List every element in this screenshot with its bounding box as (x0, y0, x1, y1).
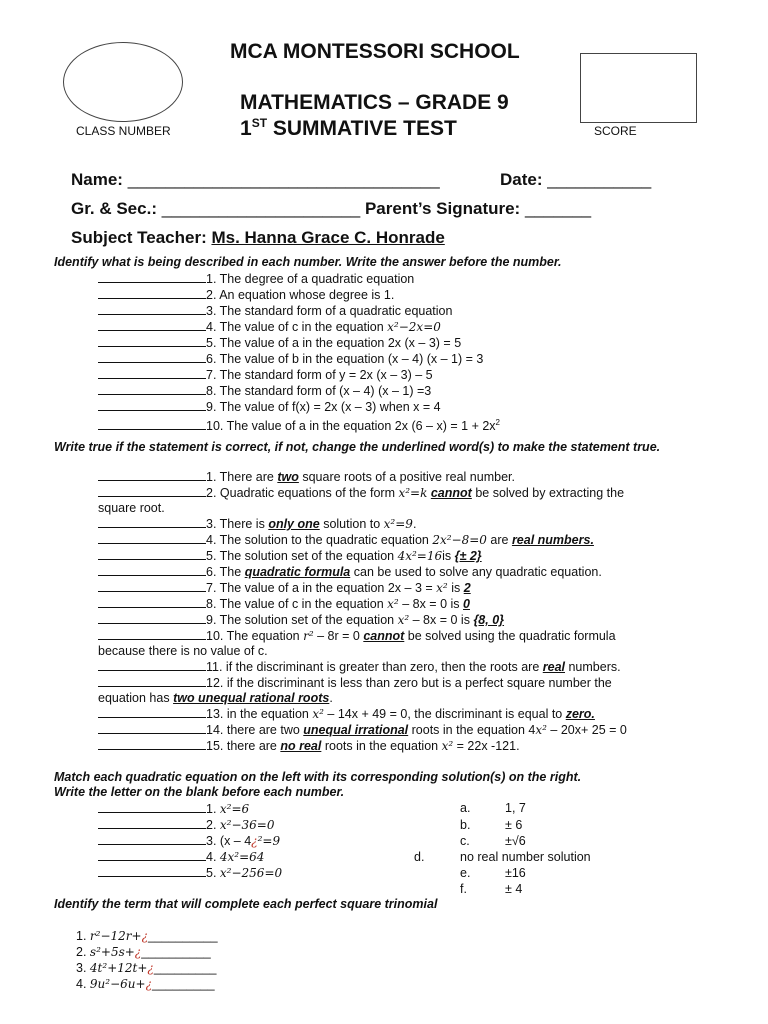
section1-list (98, 271, 500, 434)
match-option: f. (460, 882, 467, 896)
list-item: 9. The solution set of the equation x² – 8x = 0 is {8, 0} (98, 612, 718, 628)
list-item: 13. in the equation x² – 14x + 49 = 0, the discriminant is equal to zero. (98, 706, 718, 722)
list-item: 1. There are two square roots of a positive real number. (98, 469, 718, 485)
list-item: 1. x²=6 (98, 801, 282, 817)
list-item: 4. The solution to the quadratic equation 2x²−8=0 are real numbers. (98, 532, 718, 548)
list-item: 9. The value of f(x) = 2x (x – 3) when x = 4 (98, 399, 500, 415)
match-option: a. (460, 801, 471, 815)
list-item: 7. The value of a in the equation 2x – 3 = x² is 2 (98, 580, 718, 596)
list-item: 6. The value of b in the equation (x – 4) (x – 1) = 3 (98, 351, 500, 367)
list-item: 4. The value of c in the equation x²−2x=0 (98, 319, 500, 335)
list-item-continuation: because there is no value of c. (98, 644, 268, 658)
list-item: 3. The standard form of a quadratic equation (98, 303, 500, 319)
section3-instruction-1: Match each quadratic equation on the left with its corresponding solution(s) on the right. (54, 770, 582, 784)
list-item: 10. The equation r² – 8r = 0 cannot be solved using the quadratic formula (98, 628, 718, 644)
match-value: no real number solution (460, 850, 591, 864)
list-item: 12. if the discriminant is less than zero but is a perfect square number the (98, 675, 718, 691)
list-item: 11. if the discriminant is greater than zero, then the roots are real numbers. (98, 659, 718, 675)
list-item: 2. x²−36=0 (98, 817, 282, 833)
list-item: 15. there are no real roots in the equation x² = 22x -121. (98, 738, 718, 754)
score-box (580, 53, 697, 123)
match-option: c. (460, 834, 470, 848)
match-value: ± 4 (505, 882, 523, 896)
date-line: Date: ___________ (500, 170, 652, 189)
section3-instruction-2: Write the letter on the blank before each number. (54, 785, 345, 799)
list-item-continuation: square root. (98, 501, 165, 515)
list-item: 5. x²−256=0 (98, 865, 282, 881)
subject-teacher-line: Subject Teacher: Ms. Hanna Grace C. Honrade (71, 228, 445, 247)
grade-section-line: Gr. & Sec.: _____________________ Parent’s Signature: _______ (71, 199, 592, 218)
match-option: e. (460, 866, 471, 880)
section4-instruction: Identify the term that will complete each perfect square trinomial (54, 897, 438, 911)
test-title: 1ST SUMMATIVE TEST (240, 116, 457, 140)
match-left-column (98, 801, 282, 881)
list-item: 7. The standard form of y = 2x (x – 3) – 5 (98, 367, 500, 383)
list-item: 3. There is only one solution to x²=9. (98, 516, 718, 532)
list-item: 14. there are two unequal irrational roots in the equation 4x² – 20x+ 25 = 0 (98, 722, 718, 738)
list-item: 8. The value of c in the equation x² – 8x = 0 is 0 (98, 596, 718, 612)
section2-instruction: Write true if the statement is correct, if not, change the underlined word(s) to make the statement true. (54, 440, 661, 454)
list-item-continuation: equation has two unequal rational roots. (98, 691, 333, 705)
list-item: 3. (x – 4¿²=9 (98, 833, 282, 849)
match-value: 1, 7 (505, 801, 526, 815)
section1-instruction: Identify what is being described in each number. Write the answer before the number. (54, 255, 562, 269)
section4-list (76, 928, 218, 992)
list-item: 2. An equation whose degree is 1. (98, 287, 500, 303)
class-number-label: CLASS NUMBER (76, 124, 171, 138)
class-number-oval (63, 42, 183, 122)
list-item: 4. 9u²−6u+¿_________ (76, 977, 215, 991)
match-value: ± 6 (505, 818, 523, 832)
list-item: 10. The value of a in the equation 2x $(6 - x) = 1 + 2x^2$ (98, 415, 500, 434)
list-item: 5. The solution set of the equation 4x²=16is {± 2} (98, 548, 718, 564)
list-item: 3. 4t²+12t+¿_________ (76, 961, 217, 975)
list-item: 1. r²−12r+¿__________ (76, 929, 218, 943)
list-item: 2. s²+5s+¿__________ (76, 945, 211, 959)
list-item: 1. The degree of a quadratic equation (98, 271, 500, 287)
school-name: MCA MONTESSORI SCHOOL (230, 40, 520, 63)
list-item: 2. Quadratic equations of the form x²=k cannot be solved by extracting the (98, 485, 718, 501)
list-item: 6. The quadratic formula can be used to solve any quadratic equation. (98, 564, 718, 580)
list-item: 4. 4x²=64 (98, 849, 282, 865)
match-value: ±16 (505, 866, 526, 880)
list-item: 8. The standard form of (x – 4) (x – 1) =3 (98, 383, 500, 399)
match-value: ±√6 (505, 834, 526, 848)
section2-list (98, 469, 718, 754)
list-item: 5. The value of a in the equation 2x (x – 3) = 5 (98, 335, 500, 351)
match-option: d. (414, 850, 425, 864)
score-label: SCORE (594, 124, 637, 138)
match-option: b. (460, 818, 471, 832)
name-line: Name: _________________________________ (71, 170, 440, 189)
subject-title: MATHEMATICS – GRADE 9 (240, 91, 509, 114)
